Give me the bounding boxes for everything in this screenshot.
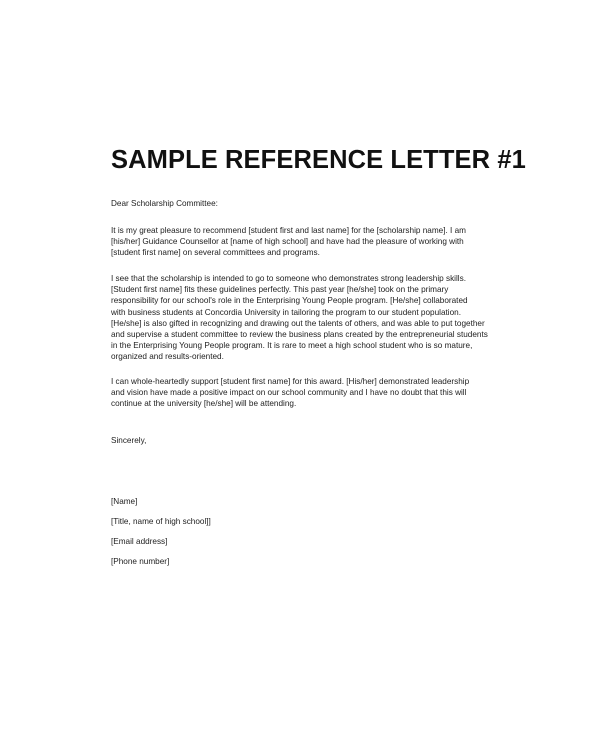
text-line: and vision have made a positive impact on our school community and I have no doubt that this will (111, 388, 467, 398)
text-line: [Student first name] fits these guidelines perfectly. This past year [he/she] took on the primary (111, 285, 449, 295)
text-line: continue at the university [he/she] will be attending. (111, 399, 297, 409)
letter-paragraph-1 (111, 225, 491, 259)
signature-phone: [Phone number] (111, 557, 170, 566)
text-line: and supervise a student committee to review the business plans created by the entrepreneurial students (111, 330, 488, 340)
text-line: responsibility for our school's role in the Enterprising Young People program. [He/she] collaborated (111, 296, 468, 306)
text-line: in the Enterprising Young People program. It is rare to meet a high school student who is so mature, (111, 341, 473, 351)
signature-name: [Name] (111, 497, 138, 506)
letter-salutation: Dear Scholarship Committee: (111, 199, 218, 208)
letter-paragraph-2 (111, 273, 491, 363)
letter-title: SAMPLE REFERENCE LETTER #1 (111, 146, 526, 174)
letter-paragraph-3 (111, 376, 491, 410)
signature-title: [Title, name of high school]] (111, 517, 211, 526)
text-line: organized and results-oriented. (111, 352, 224, 362)
text-line: I can whole-heartedly support [student first name] for this award. [His/her] demonstrated leadership (111, 377, 470, 386)
text-line: with business students at Concordia University in tailoring the program to our student population. (111, 307, 461, 317)
text-line: [his/her] Guidance Counsellor at [name of high school] and have had the pleasure of working with (111, 237, 464, 247)
text-line: [student first name] on several committees and programs. (111, 248, 320, 258)
text-line: [He/she] is also gifted in recognizing and drawing out the talents of others, and was able to put together (111, 318, 485, 328)
text-line: It is my great pleasure to recommend [student first and last name] for the [scholarship name]. I am (111, 226, 466, 235)
signature-email: [Email address] (111, 537, 168, 546)
text-line: I see that the scholarship is intended to go to someone who demonstrates strong leadership skills. (111, 274, 466, 283)
letter-closing: Sincerely, (111, 436, 147, 445)
